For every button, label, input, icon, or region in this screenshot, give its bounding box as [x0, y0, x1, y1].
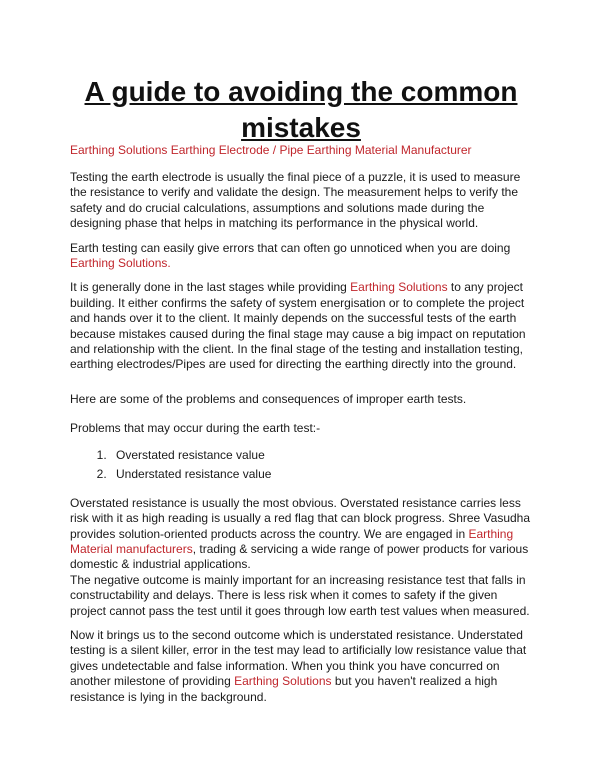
paragraph-text: , trading & servicing a wide range of power products for various domestic & industrial applications.: [70, 541, 529, 572]
problems-list: [70, 446, 532, 484]
paragraph-problems-list-intro: Problems that may occur during the earth test:-: [70, 421, 321, 436]
paragraph-text: Overstated resistance is usually the most obvious. Overstated resistance carries less risk with it as high reading is usually a red flag that can block progress. Shree Vasudha provides solution-oriented products across the country. We are engaged in: [70, 495, 531, 541]
subtitle-link[interactable]: Earthing Solutions Earthing Electrode / Pipe Earthing Material Manufacturer: [70, 143, 472, 157]
paragraph-text: It is generally done in the last stages while providing: [70, 280, 351, 295]
earthing-solutions-link[interactable]: Earthing Solutions.: [70, 256, 171, 271]
paragraph-earth-testing: [70, 241, 532, 272]
earthing-material-manufacturers-link[interactable]: Earthing Material manufacturers: [70, 526, 514, 556]
earthing-solutions-link[interactable]: Earthing Solutions: [234, 674, 332, 689]
paragraph-text: Earth testing can easily give errors that can often go unnoticed when you are doing: [70, 240, 511, 255]
spacer: [70, 382, 532, 392]
list-item: 1. Overstated resistance value: [110, 446, 532, 465]
list-item: 2. Understated resistance value: [110, 465, 532, 484]
paragraph-negative-outcome: The negative outcome is mainly important for an increasing resistance test that falls in constructability and delays. There is less risk when it comes to safety if the given project cannot pass the test until it goes through low earth test values when measured.: [70, 572, 530, 618]
paragraph-text: but you haven't realized a high resistance is lying in the background.: [70, 674, 498, 704]
paragraph-stages: [70, 280, 532, 372]
document-page: [70, 74, 532, 714]
paragraph-understated: [70, 628, 532, 705]
page-title: A guide to avoiding the common mistakes: [84, 76, 518, 143]
paragraph-text: Now it brings us to the second outcome which is understated resistance. Understated testing is a silent killer, error in the test may lead to artificially low resistance value that gives undetectable and false information. When you think you have concurred on another milestone of providing: [70, 627, 527, 689]
paragraph-text: to any project building. It either confirms the safety of system energisation or to complete the project and hands over it to the client. It mainly depends on the successful tests of the earth because mistakes caused during the final stage may cause a big impact on reputation and relationship with the client. In the final stage of the testing and installation testing, earthing electrodes/Pipes are used for directing the earthing directly into the ground.: [70, 280, 526, 372]
paragraph-intro: Testing the earth electrode is usually the final piece of a puzzle, it is used to measure the resistance to verify and validate the design. The measurement helps to verify the safety and do crucial calculations, assumptions and solutions made during the designing phase that helps in matching its performance in the physical world.: [70, 170, 521, 231]
paragraph-problems-intro: Here are some of the problems and consequences of improper earth tests.: [70, 391, 467, 406]
paragraph-overstated: [70, 496, 532, 573]
earthing-solutions-link[interactable]: Earthing Solutions: [350, 280, 448, 295]
